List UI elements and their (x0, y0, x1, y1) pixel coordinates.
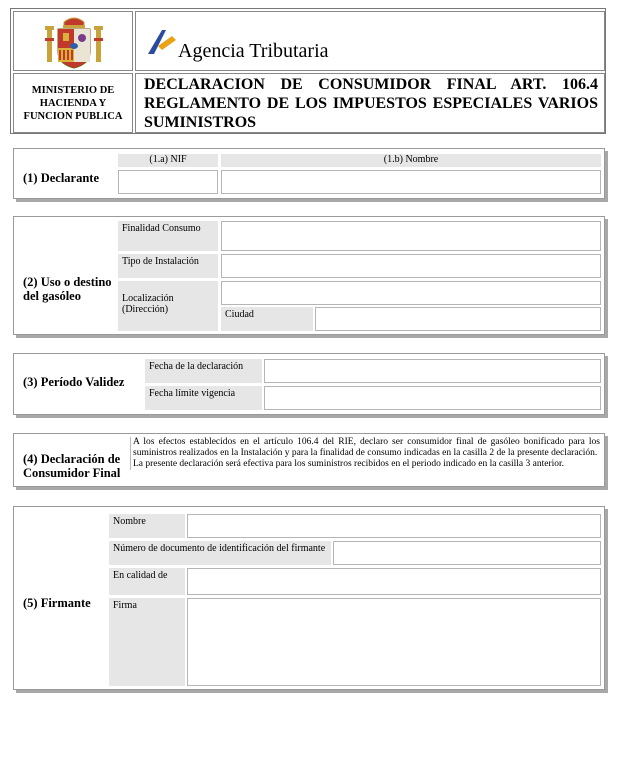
finalidad-label: Finalidad Consumo (118, 221, 218, 251)
ministry-cell (13, 73, 133, 133)
finalidad-field[interactable] (221, 221, 601, 251)
firma-field[interactable] (187, 598, 601, 686)
localizacion-label: Localización (Dirección) (118, 281, 218, 331)
ciudad-field[interactable] (315, 307, 601, 331)
page-title: DECLARACION DE CONSUMIDOR FINAL ART. 106.4 REGLAMENTO DE LOS IMPUESTOS ESPECIALES VARIOS SUMINISTROS (144, 76, 598, 131)
declaration-paragraph: A los efectos establecidos en el artículo 106.4 del RIE, declaro ser consumidor final de gasóleo bonificado para los suministros realizados en la Instalación y para la finalidad de consumo indicadas en la casilla 2 de la presente declaración. (133, 437, 600, 458)
tipo-field[interactable] (221, 254, 601, 278)
nif-field[interactable] (118, 170, 218, 194)
section-declaracion-consumidor (13, 433, 605, 487)
fecha-limite-field[interactable] (264, 386, 601, 410)
declaration-paragraph-2: La presente declaración será efectiva para los suministros recibidos en el periodo indicado en la casilla 3 anterior. (133, 459, 565, 469)
section-label: (3) Período Validez (23, 375, 125, 389)
ciudad-label: Ciudad (221, 307, 313, 331)
section-label: (1) Declarante (23, 171, 100, 185)
title-cell (135, 73, 605, 133)
agencia-tributaria-logo-icon (146, 26, 180, 60)
section-label: (2) Uso o destino del gasóleo (23, 275, 112, 303)
nombre-field[interactable] (221, 170, 601, 194)
section-label: (4) Declaración de Consumidor Final (23, 452, 121, 480)
declaration-text (130, 437, 600, 470)
header (10, 8, 606, 134)
section-uso-destino (13, 216, 605, 335)
ministry-name: MINISTERIO DE HACIENDA Y FUNCION PUBLICA (23, 84, 123, 122)
fecha-declaracion-label: Fecha de la declaración (145, 359, 262, 383)
section-declarante (13, 148, 605, 199)
tipo-label: Tipo de Instalación (118, 254, 218, 278)
section-periodo-validez (13, 353, 605, 415)
firmante-nombre-field[interactable] (187, 514, 601, 538)
fecha-limite-label: Fecha límite vigencia (145, 386, 262, 410)
agency-name: Agencia Tributaria (178, 40, 329, 62)
firma-label: Firma (109, 598, 185, 686)
section-label: (5) Firmante (23, 596, 91, 610)
nombre-label: Nombre (109, 514, 185, 538)
agency-cell (135, 11, 605, 71)
calidad-field[interactable] (187, 568, 601, 595)
documento-field[interactable] (333, 541, 601, 565)
section-firmante (13, 506, 605, 690)
direccion-field[interactable] (221, 281, 601, 305)
nif-header: (1.a) NIF (118, 154, 218, 167)
coat-of-arms-icon (44, 14, 104, 70)
nombre-header: (1.b) Nombre (221, 154, 601, 167)
coat-of-arms-cell (13, 11, 133, 71)
calidad-label: En calidad de (109, 568, 185, 595)
documento-label: Número de documento de identificación del firmante (109, 541, 331, 565)
fecha-declaracion-field[interactable] (264, 359, 601, 383)
